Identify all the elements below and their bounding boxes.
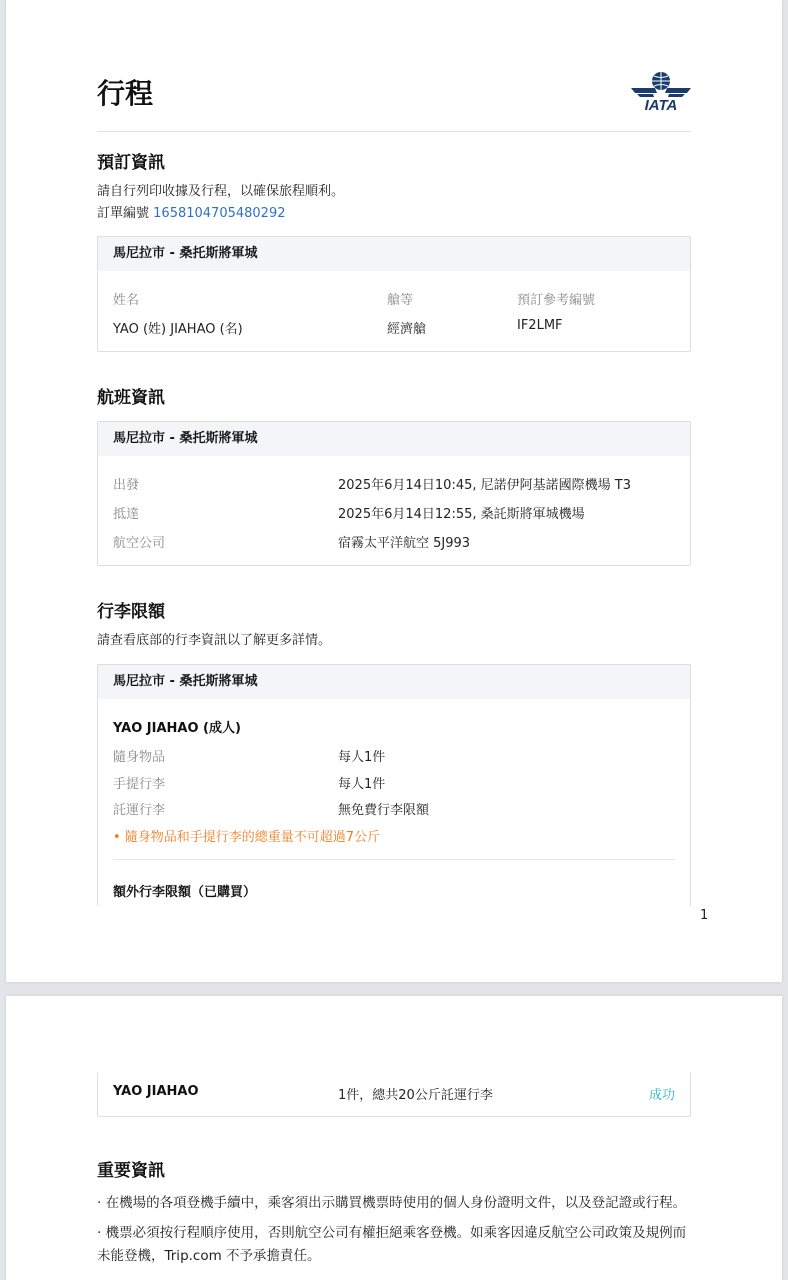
checked-bag-label: 託運行李 xyxy=(113,803,166,818)
booking-ref: IF2LMF xyxy=(517,318,563,333)
order-number-label: 訂單編號 xyxy=(97,206,150,221)
document-page-1 xyxy=(6,0,782,982)
important-item-1: · 在機場的各項登機手續中，乘客須出示購買機票時使用的個人身份證明文件，以及登記證或行程。 xyxy=(97,1195,687,1211)
cabin-header: 艙等 xyxy=(387,293,414,308)
checked-bag-value: 無免費行李限額 xyxy=(338,803,430,818)
order-number-line xyxy=(97,202,286,221)
departure-label: 出發 xyxy=(113,478,140,493)
carry-on-label: 手提行李 xyxy=(113,777,166,792)
iata-logo xyxy=(629,70,693,112)
flight-card xyxy=(97,421,691,566)
airline-value: 宿霧太平洋航空 5J993 xyxy=(338,536,471,551)
page-number: 1 xyxy=(700,908,709,923)
baggage-card-route: 馬尼拉市 - 桑托斯將軍城 xyxy=(98,665,690,699)
baggage-section-title: 行李限額 xyxy=(97,602,165,622)
flight-section-title: 航班資訊 xyxy=(97,388,165,408)
extra-baggage-passenger: YAO JIAHAO xyxy=(113,1084,199,1099)
extra-baggage-card xyxy=(97,1072,691,1117)
order-number-link[interactable]: 1658104705480292 xyxy=(153,206,286,221)
carry-on-value: 每人1件 xyxy=(338,777,386,792)
cabin-class: 經濟艙 xyxy=(387,322,427,337)
page-title: 行程 xyxy=(97,77,154,110)
name-header: 姓名 xyxy=(113,293,140,308)
extra-baggage-detail: 1件，總共20公斤託運行李 xyxy=(338,1088,493,1103)
booking-card xyxy=(97,236,691,352)
baggage-card xyxy=(97,664,691,924)
booking-card-route: 馬尼拉市 - 桑托斯將軍城 xyxy=(98,237,690,271)
passenger-name: YAO (姓) JIAHAO (名) xyxy=(113,322,243,337)
personal-item-label: 隨身物品 xyxy=(113,750,166,765)
header-divider xyxy=(97,131,691,132)
baggage-passenger: YAO JIAHAO (成人) xyxy=(113,721,241,736)
extra-baggage-title: 額外行李限額（已購買） xyxy=(113,885,257,900)
booking-section-title: 預訂資訊 xyxy=(97,153,165,173)
flight-card-route: 馬尼拉市 - 桑托斯將軍城 xyxy=(98,422,690,456)
important-item-2: · 機票必須按行程順序使用，否則航空公司有權拒絕乘客登機。如乘客因違反航空公司政策及規例而未能登機，Trip.com 不予承擔責任。 xyxy=(97,1225,687,1264)
document-page-2 xyxy=(6,996,782,1280)
baggage-divider xyxy=(113,859,675,860)
extra-baggage-status: 成功 xyxy=(649,1088,676,1103)
airline-label: 航空公司 xyxy=(113,536,166,551)
svg-text:IATA: IATA xyxy=(644,97,678,112)
page-cutoff-mask xyxy=(97,906,691,982)
important-section-title: 重要資訊 xyxy=(97,1161,165,1181)
baggage-note: 請查看底部的行李資訊以了解更多詳情。 xyxy=(97,633,332,648)
weight-warning: • 隨身物品和手提行李的總重量不可超過7公斤 xyxy=(113,830,381,845)
personal-item-value: 每人1件 xyxy=(338,750,386,765)
booking-note: 請自行列印收據及行程，以確保旅程順利。 xyxy=(97,184,345,199)
departure-value: 2025年6月14日10:45, 尼諾伊阿基諾國際機場 T3 xyxy=(338,478,631,493)
booking-ref-header: 預訂參考編號 xyxy=(517,293,596,308)
arrival-value: 2025年6月14日12:55, 桑託斯將軍城機場 xyxy=(338,507,585,522)
arrival-label: 抵達 xyxy=(113,507,140,522)
